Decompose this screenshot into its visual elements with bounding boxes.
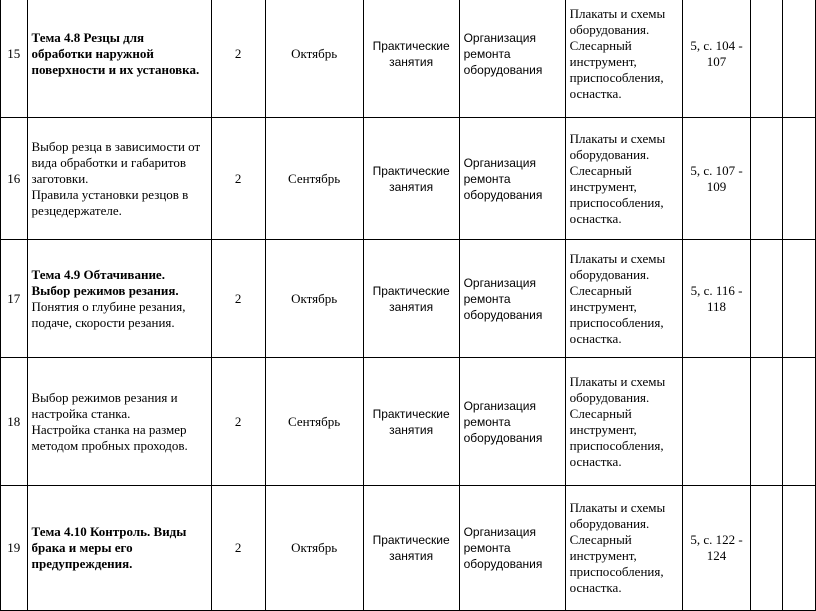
reference-cell (683, 358, 751, 486)
lesson-type-cell: Практические занятия (363, 118, 459, 240)
month-cell: Октябрь (265, 486, 363, 611)
topic-cell (27, 240, 211, 358)
month-cell: Сентябрь (265, 358, 363, 486)
topic-cell (27, 358, 211, 486)
materials-cell: Плакаты и схемы оборудования. Слесарный инструмент, приспособления, оснастка. (565, 118, 682, 240)
organization-cell: Организация ремонта оборудования (459, 0, 565, 118)
hours-cell: 2 (211, 240, 265, 358)
topic-text: Выбор резца в зависимости от вида обработки и габаритов заготовки. (31, 138, 201, 186)
topic-text: Понятия о глубине резания, подаче, скорости резания. (31, 298, 186, 330)
topic-title: Тема 4.10 Контроль. Виды брака и меры его предупреждения. (31, 524, 187, 571)
reference-cell: 5, с. 107 - 109 (683, 118, 751, 240)
table-row (1, 0, 816, 118)
lesson-type-cell: Практические занятия (363, 358, 459, 486)
table-row (1, 118, 816, 240)
topic-cell (27, 486, 211, 611)
month-cell: Октябрь (265, 240, 363, 358)
hours-cell: 2 (211, 486, 265, 611)
lesson-type-cell: Практические занятия (363, 486, 459, 611)
materials-cell: Плакаты и схемы оборудования. Слесарный инструмент, приспособления, оснастка. (565, 240, 682, 358)
table-row (1, 486, 816, 611)
empty-cell (750, 240, 783, 358)
reference-cell: 5, с. 116 - 118 (683, 240, 751, 358)
organization-cell: Организация ремонта оборудования (459, 358, 565, 486)
empty-cell (783, 358, 816, 486)
reference-cell: 5, с. 104 - 107 (683, 0, 751, 118)
organization-cell: Организация ремонта оборудования (459, 118, 565, 240)
empty-cell (783, 486, 816, 611)
hours-cell: 2 (211, 358, 265, 486)
hours-cell: 2 (211, 0, 265, 118)
table-row (1, 358, 816, 486)
lesson-type-cell: Практические занятия (363, 240, 459, 358)
materials-cell: Плакаты и схемы оборудования. Слесарный инструмент, приспособления, оснастка. (565, 486, 682, 611)
topic-text: Настройка станка на размер методом пробных проходов. (31, 421, 188, 453)
reference-cell: 5, с. 122 - 124 (683, 486, 751, 611)
organization-cell: Организация ремонта оборудования (459, 486, 565, 611)
row-number: 17 (1, 240, 28, 358)
empty-cell (750, 358, 783, 486)
topic-cell (27, 118, 211, 240)
hours-cell: 2 (211, 118, 265, 240)
empty-cell (750, 486, 783, 611)
topic-title: Тема 4.9 Обтачивание. Выбор режимов резания. (31, 266, 179, 298)
row-number: 15 (1, 0, 28, 118)
materials-cell: Плакаты и схемы оборудования. Слесарный инструмент, приспособления, оснастка. (565, 0, 682, 118)
row-number: 19 (1, 486, 28, 611)
empty-cell (783, 240, 816, 358)
month-cell: Сентябрь (265, 118, 363, 240)
materials-cell: Плакаты и схемы оборудования. Слесарный инструмент, приспособления, оснастка. (565, 358, 682, 486)
empty-cell (783, 0, 816, 118)
lesson-type-cell: Практические занятия (363, 0, 459, 118)
topic-cell (27, 0, 211, 118)
table-row (1, 240, 816, 358)
row-number: 18 (1, 358, 28, 486)
row-number: 16 (1, 118, 28, 240)
topic-text: Выбор режимов резания и настройка станка. (31, 389, 178, 421)
empty-cell (750, 0, 783, 118)
empty-cell (783, 118, 816, 240)
empty-cell (750, 118, 783, 240)
topic-title: Тема 4.8 Резцы для обработки наружной поверхности и их установка. (31, 30, 200, 77)
topic-text: Правила установки резцов в резцедержателе. (31, 186, 189, 218)
organization-cell: Организация ремонта оборудования (459, 240, 565, 358)
month-cell: Октябрь (265, 0, 363, 118)
